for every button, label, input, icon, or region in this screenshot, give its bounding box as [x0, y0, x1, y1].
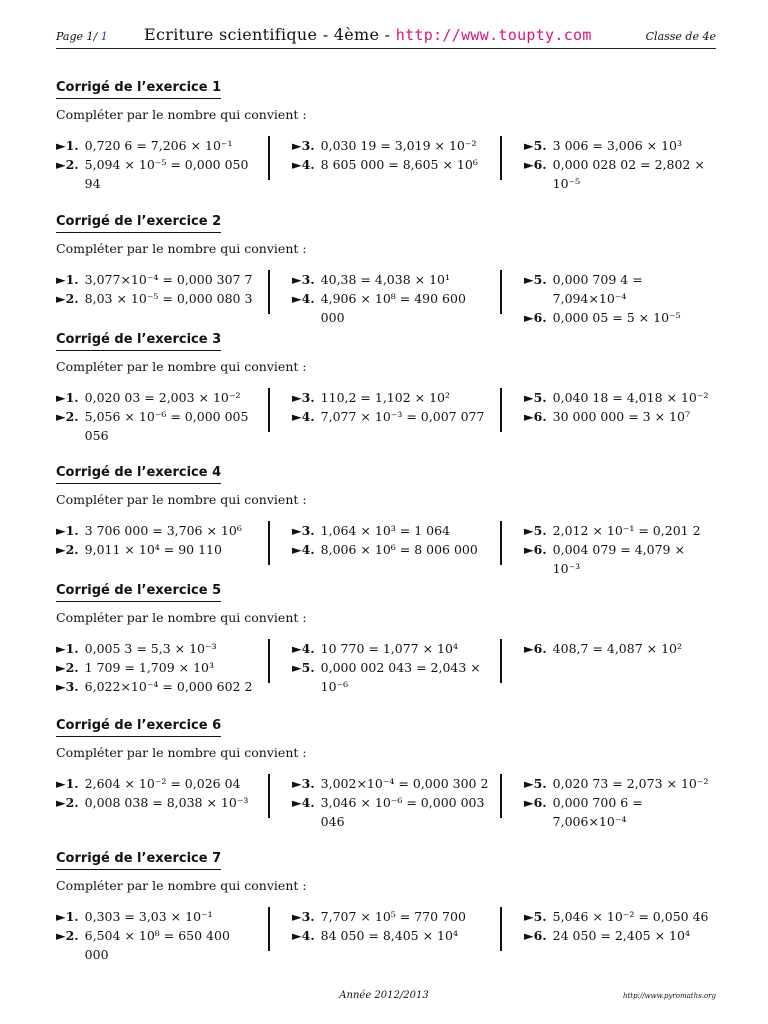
answer-column: [292, 639, 492, 696]
column-divider: [500, 774, 502, 818]
answer-columns: [56, 774, 716, 834]
answer-column: [292, 388, 492, 426]
answer-item: [524, 639, 716, 658]
item-number: ►3.: [292, 776, 315, 791]
item-expression: 6,504 × 10⁸ = 650 400 000: [84, 928, 230, 962]
section-title: Corrigé de l’exercice 5: [56, 583, 221, 602]
class-label: Classe de 4e: [645, 30, 716, 43]
item-number: ►2.: [56, 795, 79, 810]
answer-item: [56, 540, 256, 559]
section-instruction: Compléter par le nombre qui convient :: [56, 241, 307, 256]
item-number: ►2.: [56, 291, 79, 306]
answer-item: [292, 774, 492, 793]
item-number: ►5.: [524, 523, 547, 538]
answer-column: [524, 774, 716, 831]
header-link[interactable]: http://www.toupty.com: [395, 26, 592, 44]
item-expression: 0,000 700 6 = 7,006×10⁻⁴: [552, 795, 643, 829]
answer-item: [292, 793, 492, 831]
answer-item: [292, 926, 492, 945]
item-expression: 110,2 = 1,102 × 10²: [320, 390, 450, 405]
item-expression: 2,604 × 10⁻² = 0,026 04: [84, 776, 241, 791]
answer-item: [524, 521, 716, 540]
answer-item: [524, 308, 716, 327]
page-number: 1: [100, 30, 108, 43]
answer-item: [56, 774, 256, 793]
answer-column: [292, 907, 492, 945]
item-expression: 0,720 6 = 7,206 × 10⁻¹: [84, 138, 233, 153]
item-number: ►5.: [524, 272, 547, 287]
column-divider: [500, 270, 502, 314]
item-expression: 2,012 × 10⁻¹ = 0,201 2: [552, 523, 701, 538]
answer-item: [56, 270, 256, 289]
answer-item: [524, 270, 716, 308]
answer-item: [524, 540, 716, 578]
item-expression: 84 050 = 8,405 × 10⁴: [320, 928, 458, 943]
item-number: ►1.: [56, 272, 79, 287]
answer-columns: [56, 388, 716, 448]
answer-columns: [56, 521, 716, 581]
item-number: ►5.: [524, 776, 547, 791]
item-number: ►4.: [292, 157, 315, 172]
item-expression: 0,303 = 3,03 × 10⁻¹: [84, 909, 213, 924]
answer-item: [292, 270, 492, 289]
item-number: ►4.: [292, 542, 315, 557]
item-number: ►3.: [292, 138, 315, 153]
section-title: Corrigé de l’exercice 6: [56, 718, 221, 737]
item-expression: 3,002×10⁻⁴ = 0,000 300 2: [320, 776, 489, 791]
item-expression: 0,030 19 = 3,019 × 10⁻²: [320, 138, 477, 153]
answer-item: [56, 639, 256, 658]
answer-item: [524, 155, 716, 193]
section-instruction: Compléter par le nombre qui convient :: [56, 878, 307, 893]
item-number: ►5.: [524, 138, 547, 153]
item-expression: 0,004 079 = 4,079 × 10⁻³: [552, 542, 685, 576]
section-instruction: Compléter par le nombre qui convient :: [56, 359, 307, 374]
answer-columns: [56, 907, 716, 967]
item-expression: 1,064 × 10³ = 1 064: [320, 523, 450, 538]
item-expression: 3 706 000 = 3,706 × 10⁶: [84, 523, 242, 538]
answer-column: [56, 774, 256, 812]
answer-column: [56, 388, 256, 445]
section-title: Corrigé de l’exercice 3: [56, 332, 221, 351]
item-expression: 5,046 × 10⁻² = 0,050 46: [552, 909, 709, 924]
answer-item: [292, 639, 492, 658]
exercise-section: [56, 579, 716, 699]
footer-site: http://www.pyromaths.org: [622, 992, 716, 1000]
answer-item: [292, 540, 492, 559]
item-expression: 0,020 03 = 2,003 × 10⁻²: [84, 390, 241, 405]
item-number: ►4.: [292, 641, 315, 656]
title-text: Ecriture scientifique - 4ème -: [144, 25, 396, 44]
answer-item: [292, 289, 492, 327]
answer-column: [292, 136, 492, 174]
item-expression: 30 000 000 = 3 × 10⁷: [552, 409, 690, 424]
item-expression: 5,056 × 10⁻⁶ = 0,000 005 056: [84, 409, 249, 443]
item-expression: 0,008 038 = 8,038 × 10⁻³: [84, 795, 249, 810]
item-number: ►3.: [292, 523, 315, 538]
item-expression: 8,03 × 10⁻⁵ = 0,000 080 3: [84, 291, 253, 306]
item-number: ►1.: [56, 909, 79, 924]
item-number: ►6.: [524, 795, 547, 810]
item-expression: 8,006 × 10⁶ = 8 006 000: [320, 542, 478, 557]
column-divider: [268, 270, 270, 314]
answer-item: [56, 289, 256, 308]
item-number: ►3.: [292, 390, 315, 405]
column-divider: [500, 907, 502, 951]
answer-column: [524, 521, 716, 578]
answer-item: [524, 926, 716, 945]
item-expression: 24 050 = 2,405 × 10⁴: [552, 928, 690, 943]
column-divider: [268, 639, 270, 683]
item-number: ►6.: [524, 409, 547, 424]
answer-item: [56, 793, 256, 812]
answer-column: [524, 136, 716, 193]
answer-item: [56, 677, 256, 696]
column-divider: [268, 388, 270, 432]
column-divider: [500, 136, 502, 180]
answer-column: [56, 270, 256, 308]
item-number: ►1.: [56, 138, 79, 153]
item-expression: 7,077 × 10⁻³ = 0,007 077: [320, 409, 485, 424]
document-title: [144, 25, 592, 44]
answer-item: [56, 155, 256, 193]
answer-item: [292, 521, 492, 540]
answer-column: [292, 774, 492, 831]
item-expression: 4,906 × 10⁸ = 490 600 000: [320, 291, 466, 325]
footer-year: Année 2012/2013: [339, 990, 429, 1001]
answer-item: [524, 774, 716, 793]
answer-column: [524, 907, 716, 945]
item-expression: 0,000 709 4 = 7,094×10⁻⁴: [552, 272, 643, 306]
item-expression: 0,000 028 02 = 2,802 × 10⁻⁵: [552, 157, 705, 191]
item-number: ►6.: [524, 641, 547, 656]
answer-item: [56, 926, 256, 964]
item-expression: 0,005 3 = 5,3 × 10⁻³: [84, 641, 217, 656]
item-expression: 0,000 002 043 = 2,043 × 10⁻⁶: [320, 660, 481, 694]
answer-column: [56, 521, 256, 559]
item-expression: 3,046 × 10⁻⁶ = 0,000 003 046: [320, 795, 485, 829]
page-header: [56, 22, 716, 49]
answer-columns: [56, 270, 716, 330]
item-expression: 1 709 = 1,709 × 10³: [84, 660, 214, 675]
item-number: ►5.: [524, 390, 547, 405]
answer-column: [56, 639, 256, 696]
exercise-section: [56, 328, 716, 448]
item-number: ►4.: [292, 928, 315, 943]
answer-item: [292, 907, 492, 926]
column-divider: [268, 907, 270, 951]
answer-item: [56, 658, 256, 677]
item-number: ►1.: [56, 390, 79, 405]
item-number: ►3.: [56, 679, 79, 694]
item-expression: 6,022×10⁻⁴ = 0,000 602 2: [84, 679, 253, 694]
item-number: ►2.: [56, 928, 79, 943]
section-title: Corrigé de l’exercice 7: [56, 851, 221, 870]
answer-item: [292, 407, 492, 426]
item-number: ►2.: [56, 409, 79, 424]
answer-column: [56, 136, 256, 193]
exercise-section: [56, 76, 716, 196]
item-expression: 9,011 × 10⁴ = 90 110: [84, 542, 222, 557]
exercise-section: [56, 461, 716, 581]
answer-column: [524, 270, 716, 327]
item-expression: 0,020 73 = 2,073 × 10⁻²: [552, 776, 709, 791]
item-number: ►5.: [292, 660, 315, 675]
exercise-section: [56, 847, 716, 967]
answer-column: [292, 270, 492, 327]
column-divider: [268, 521, 270, 565]
column-divider: [500, 521, 502, 565]
answer-column: [292, 521, 492, 559]
section-instruction: Compléter par le nombre qui convient :: [56, 492, 307, 507]
item-expression: 0,000 05 = 5 × 10⁻⁵: [552, 310, 681, 325]
answer-item: [56, 907, 256, 926]
answer-item: [292, 658, 492, 696]
item-number: ►2.: [56, 542, 79, 557]
answer-columns: [56, 639, 716, 699]
answer-column: [524, 388, 716, 426]
item-expression: 3,077×10⁻⁴ = 0,000 307 7: [84, 272, 253, 287]
answer-item: [56, 407, 256, 445]
item-number: ►4.: [292, 795, 315, 810]
answer-item: [524, 407, 716, 426]
item-number: ►3.: [292, 272, 315, 287]
answer-item: [292, 136, 492, 155]
section-instruction: Compléter par le nombre qui convient :: [56, 745, 307, 760]
exercise-section: [56, 714, 716, 834]
item-number: ►6.: [524, 157, 547, 172]
item-number: ►5.: [524, 909, 547, 924]
answer-item: [524, 907, 716, 926]
section-instruction: Compléter par le nombre qui convient :: [56, 107, 307, 122]
item-expression: 8 605 000 = 8,605 × 10⁶: [320, 157, 478, 172]
item-expression: 40,38 = 4,038 × 10¹: [320, 272, 450, 287]
item-number: ►1.: [56, 776, 79, 791]
answer-item: [524, 388, 716, 407]
section-title: Corrigé de l’exercice 2: [56, 214, 221, 233]
page-prefix: Page 1/: [56, 30, 101, 43]
item-number: ►1.: [56, 523, 79, 538]
answer-item: [56, 521, 256, 540]
answer-column: [56, 907, 256, 964]
item-number: ►4.: [292, 291, 315, 306]
answer-item: [292, 388, 492, 407]
item-expression: 3 006 = 3,006 × 10³: [552, 138, 682, 153]
item-expression: 408,7 = 4,087 × 10²: [552, 641, 682, 656]
item-number: ►6.: [524, 542, 547, 557]
answer-column: [524, 639, 716, 658]
column-divider: [500, 388, 502, 432]
column-divider: [268, 136, 270, 180]
item-expression: 5,094 × 10⁻⁵ = 0,000 050 94: [84, 157, 249, 191]
item-number: ►2.: [56, 660, 79, 675]
answer-item: [292, 155, 492, 174]
page-indicator: [56, 30, 108, 43]
column-divider: [500, 639, 502, 683]
section-instruction: Compléter par le nombre qui convient :: [56, 610, 307, 625]
answer-columns: [56, 136, 716, 196]
section-title: Corrigé de l’exercice 4: [56, 465, 221, 484]
answer-item: [56, 388, 256, 407]
item-number: ►4.: [292, 409, 315, 424]
exercise-section: [56, 210, 716, 330]
item-expression: 7,707 × 10⁵ = 770 700: [320, 909, 466, 924]
answer-item: [56, 136, 256, 155]
item-number: ►3.: [292, 909, 315, 924]
item-expression: 0,040 18 = 4,018 × 10⁻²: [552, 390, 709, 405]
answer-item: [524, 793, 716, 831]
column-divider: [268, 774, 270, 818]
answer-item: [524, 136, 716, 155]
item-expression: 10 770 = 1,077 × 10⁴: [320, 641, 458, 656]
item-number: ►6.: [524, 310, 547, 325]
item-number: ►2.: [56, 157, 79, 172]
item-number: ►6.: [524, 928, 547, 943]
item-number: ►1.: [56, 641, 79, 656]
section-title: Corrigé de l’exercice 1: [56, 80, 221, 99]
